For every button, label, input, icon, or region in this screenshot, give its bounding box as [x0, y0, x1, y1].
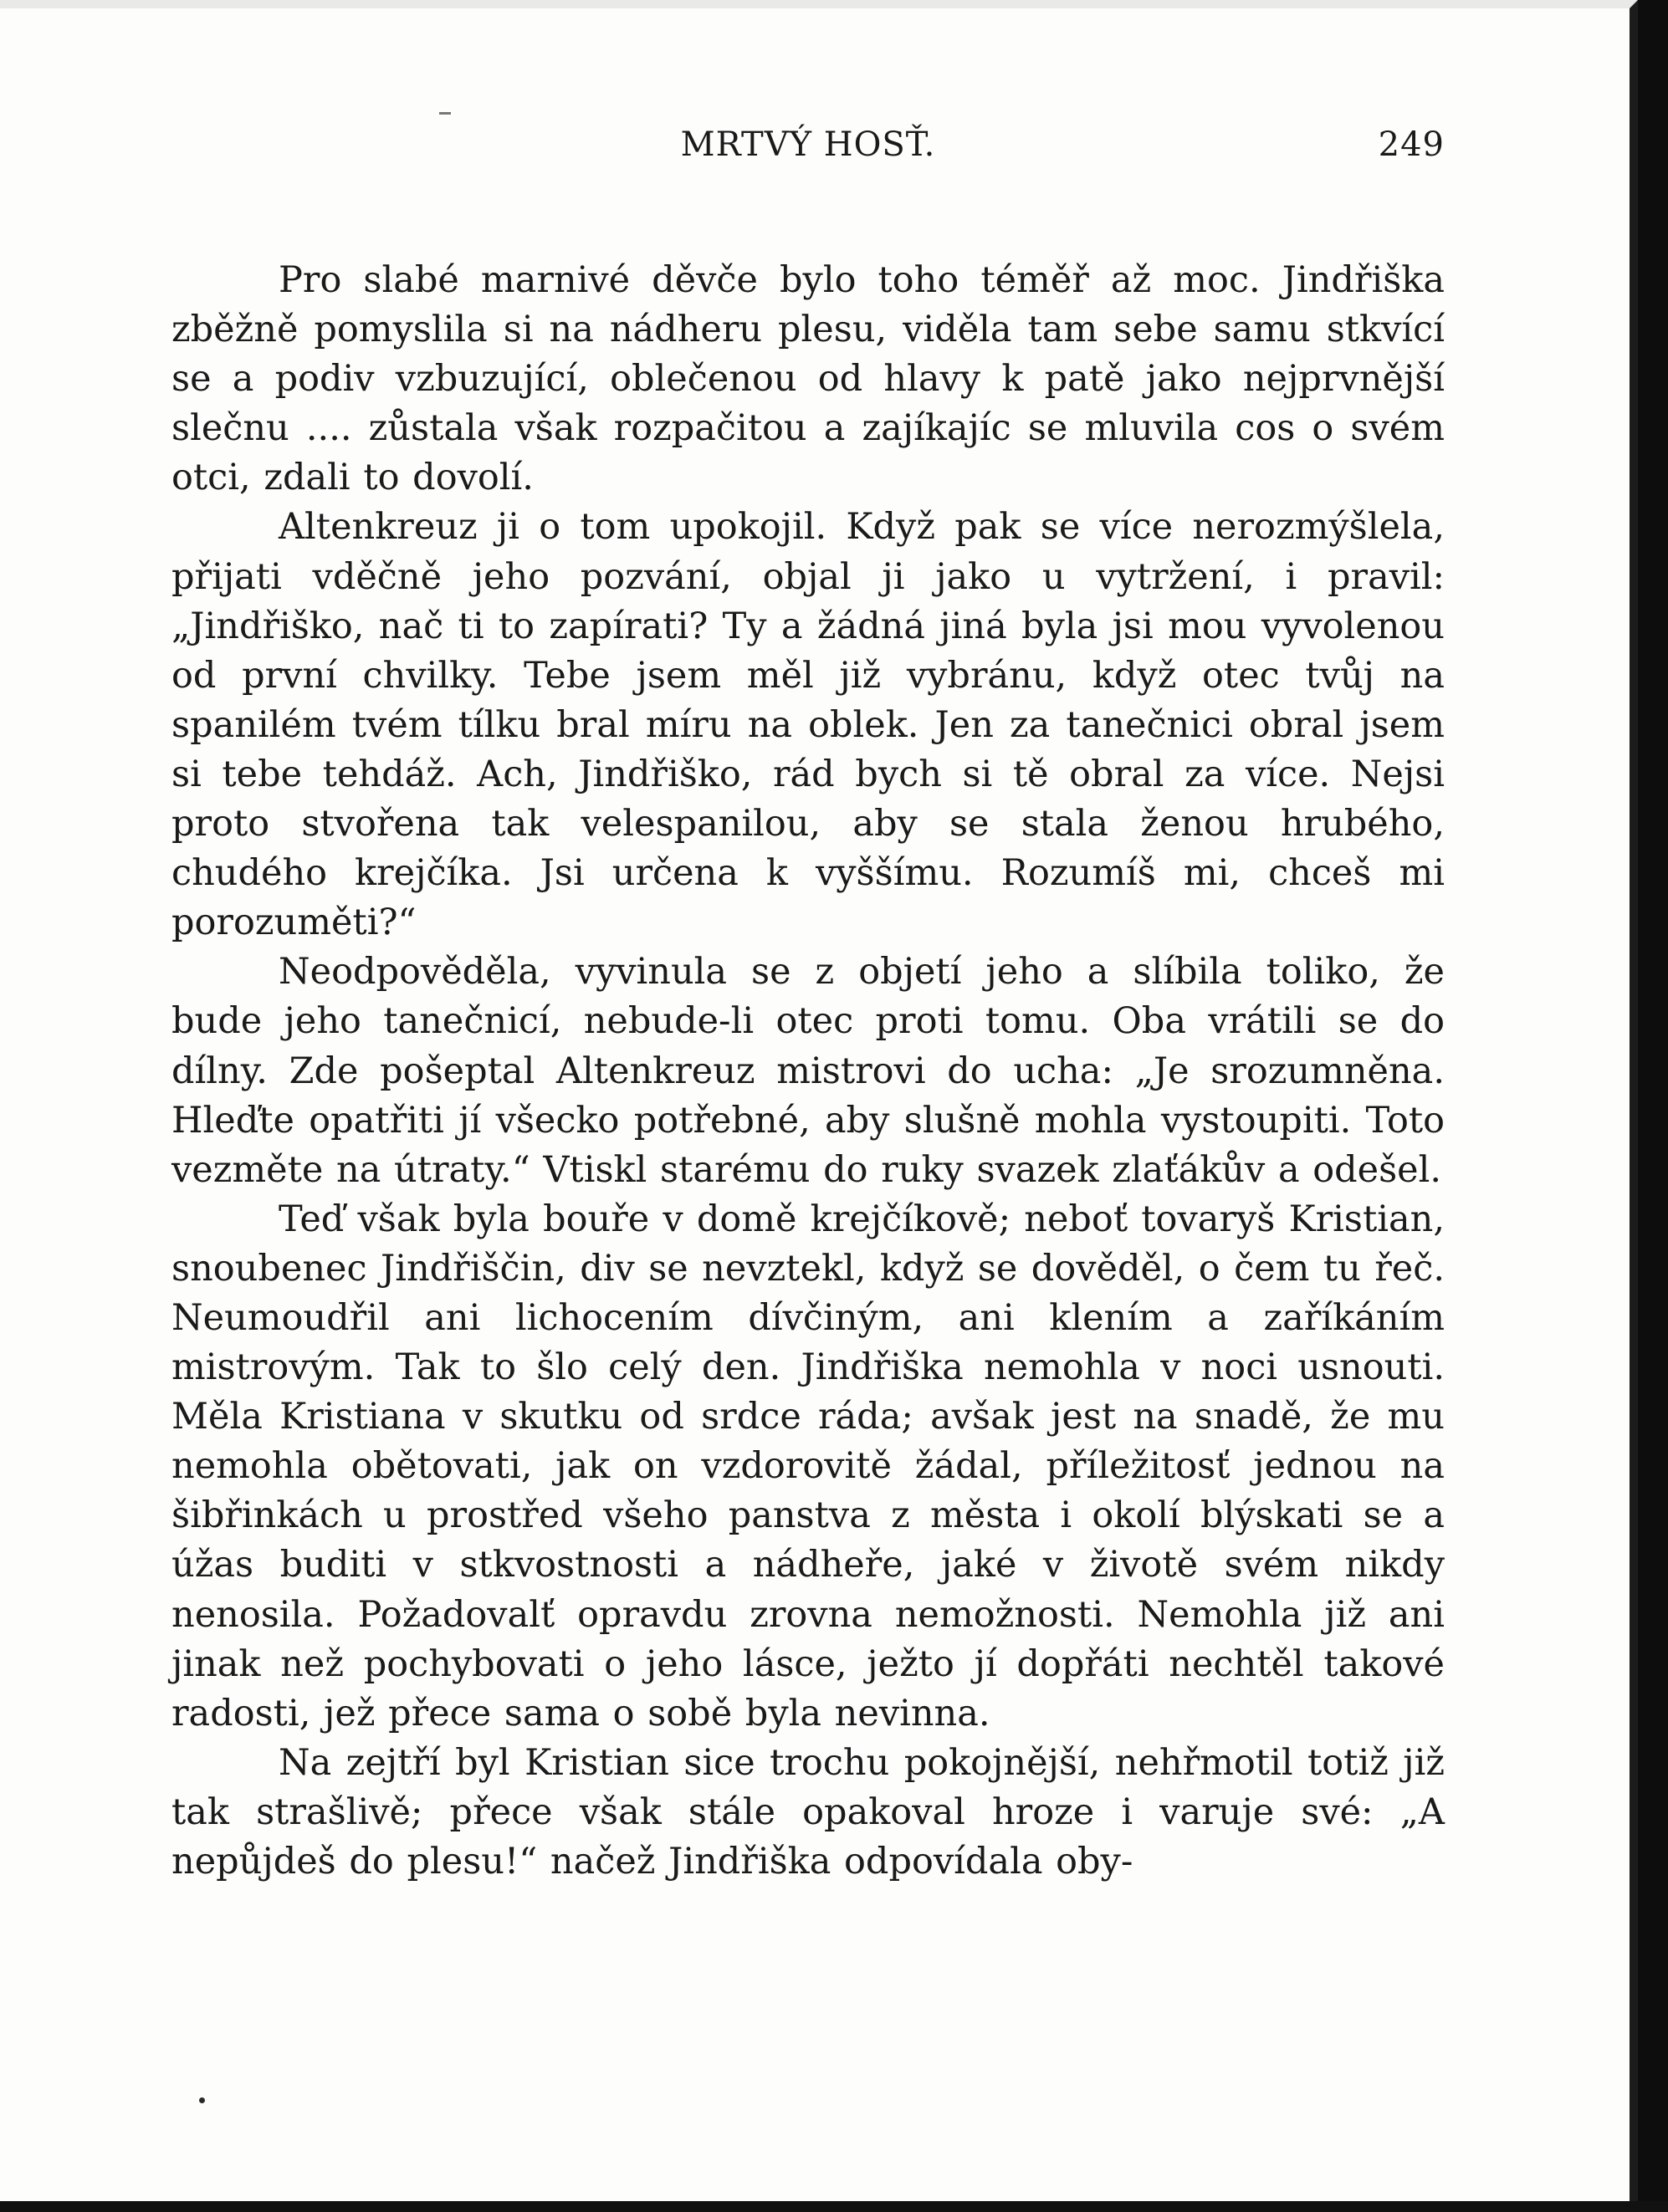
- body-text: [171, 256, 1445, 1887]
- paragraph-2: Altenkreuz ji o tom upokojil. Když pak se více nerozmýšlela, přijati vděčně jeho pozvání, objal ji jako u vytržení, i pravil: „Jindřiško, nač ti to zapírati? Ty a žádná jiná byla jsi mou vyvolenou od první chvilky. Tebe jsem měl již vybránu, když otec tvůj na spanilém tvém tílku bral míru na oblek. Jen za tanečnici obral jsem si tebe tehdáž. Ach, Jindřiško, rád bych si tě obral za více. Nejsi proto stvořena tak velespanilou, aby se stala ženou hrubého, chudého krejčíka. Jsi určena k vyššímu. Rozumíš mi, chceš mi porozuměti?“: [171, 506, 1445, 944]
- running-title: MRTVÝ HOSŤ.: [680, 125, 936, 164]
- scan-bottom-shadow: [0, 2201, 1668, 2212]
- paragraph-4: Teď však byla bouře v domě krejčíkově; neboť tovaryš Kristian, snoubenec Jindřiščin, div se nevztekl, když se dověděl, o čem tu řeč. Neumoudřil ani lichocením dívčiným, ani klením a zaříkáním mistrovým. Tak to šlo celý den. Jindřiška nemohla v noci usnouti. Měla Kristiana v skutku od srdce ráda; avšak jest na snadě, že mu nemohla obětovati, jak on vzdorovitě žádal, příležitosť jednou na šibřinkách u prostřed všeho panstva z města i okolí blýskati se a úžas buditi v stkvostnosti a nádheře, jaké v životě svém nikdy nenosila. Požadovalť opravdu zrovna nemožnosti. Nemohla již ani jinak než pochybovati o jeho lásce, ježto jí dopřáti nechtěl takové radosti, jež přece sama o sobě byla nevinna.: [171, 1198, 1445, 1734]
- paragraph-3: Neodpověděla, vyvinula se z objetí jeho a slíbila toliko, že bude jeho tanečnicí, nebude-li otec proti tomu. Oba vrátili se do dílny. Zde pošeptal Altenkreuz mistrovi do ucha: „Je srozumněna. Hleďte opatřiti jí všecko potřebné, aby slušně mohla vystoupiti. Toto vezměte na útraty.“ Vtiskl starému do ruky svazek zlaťákův a odešel.: [171, 951, 1445, 1191]
- paragraph-5: Na zejtří byl Kristian sice trochu pokojnější, nehřmotil totiž již tak strašlivě; přece však stále opakoval hroze i varuje své: „A nepůjdeš do plesu!“ načež Jindřiška odpovídala oby-: [171, 1741, 1445, 1882]
- scan-edge-shadow: [1638, 0, 1668, 2212]
- scan-mark: [439, 112, 451, 115]
- ink-speck: [199, 2097, 205, 2103]
- running-head: [171, 125, 1445, 176]
- page-number: 249: [1378, 125, 1445, 164]
- paragraph-1: Pro slabé marnivé děvče bylo toho téměř až moc. Jindřiška zběžně pomyslila si na nádheru plesu, viděla tam sebe samu stkvící se a podiv vzbuzující, oblečenou od hlavy k patě jako nejprvnější slečnu .... zůstala však rozpačitou a zajíkajíc se mluvila cos o svém otci, zdali to dovolí.: [171, 259, 1445, 499]
- page-content: [171, 125, 1445, 1887]
